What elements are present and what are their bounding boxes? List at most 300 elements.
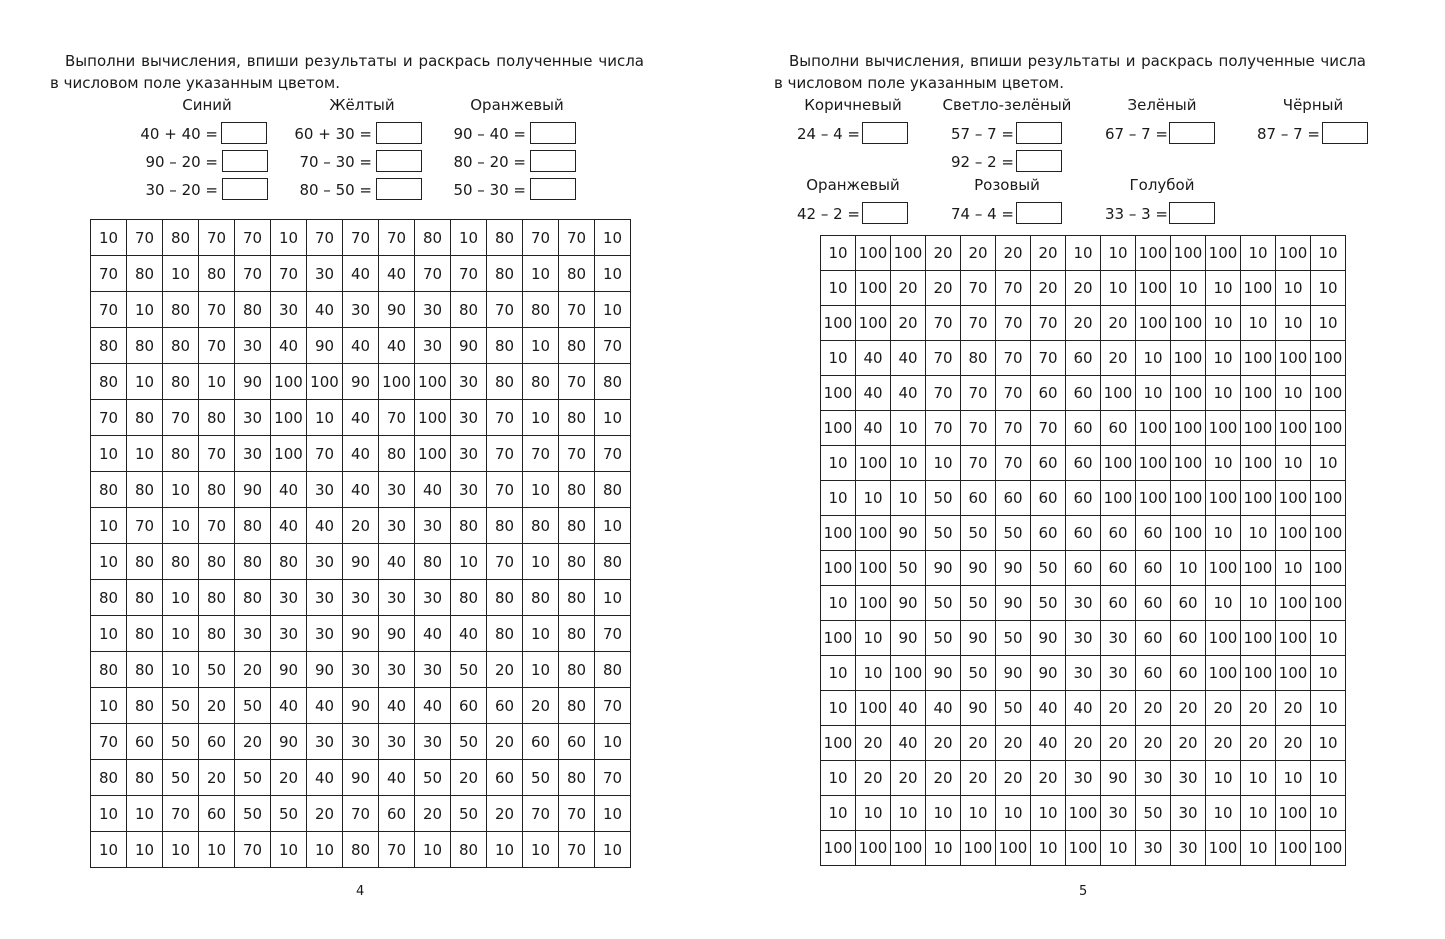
grid-cell[interactable]: 10 — [1276, 446, 1311, 481]
grid-cell[interactable]: 20 — [1101, 306, 1136, 341]
grid-cell[interactable]: 90 — [235, 472, 271, 508]
grid-cell[interactable]: 60 — [1171, 621, 1206, 656]
grid-cell[interactable]: 10 — [1311, 621, 1346, 656]
grid-cell[interactable]: 10 — [856, 481, 891, 516]
grid-cell[interactable]: 40 — [891, 376, 926, 411]
grid-cell[interactable]: 80 — [127, 256, 163, 292]
grid-cell[interactable]: 100 — [1276, 586, 1311, 621]
grid-cell[interactable]: 50 — [996, 691, 1031, 726]
grid-cell[interactable]: 80 — [487, 328, 523, 364]
grid-cell[interactable]: 100 — [1311, 411, 1346, 446]
grid-cell[interactable]: 50 — [996, 621, 1031, 656]
grid-cell[interactable]: 10 — [91, 544, 127, 580]
grid-cell[interactable]: 70 — [199, 328, 235, 364]
grid-cell[interactable]: 100 — [1276, 621, 1311, 656]
grid-cell[interactable]: 60 — [1136, 551, 1171, 586]
grid-cell[interactable]: 80 — [343, 832, 379, 868]
grid-cell[interactable]: 80 — [415, 544, 451, 580]
grid-cell[interactable]: 100 — [1136, 236, 1171, 271]
grid-cell[interactable]: 20 — [1066, 726, 1101, 761]
grid-cell[interactable]: 60 — [127, 724, 163, 760]
grid-cell[interactable]: 60 — [1101, 551, 1136, 586]
grid-cell[interactable]: 90 — [307, 328, 343, 364]
grid-cell[interactable]: 20 — [1241, 691, 1276, 726]
grid-cell[interactable]: 60 — [1171, 656, 1206, 691]
grid-cell[interactable]: 30 — [343, 652, 379, 688]
grid-cell[interactable]: 100 — [1101, 446, 1136, 481]
grid-cell[interactable]: 50 — [235, 796, 271, 832]
grid-cell[interactable]: 70 — [595, 688, 631, 724]
grid-cell[interactable]: 40 — [271, 328, 307, 364]
grid-cell[interactable]: 40 — [343, 328, 379, 364]
grid-cell[interactable]: 30 — [451, 400, 487, 436]
grid-cell[interactable]: 70 — [91, 256, 127, 292]
grid-cell[interactable]: 70 — [343, 220, 379, 256]
grid-cell[interactable]: 10 — [1311, 726, 1346, 761]
grid-cell[interactable]: 70 — [91, 724, 127, 760]
grid-cell[interactable]: 30 — [271, 616, 307, 652]
grid-cell[interactable]: 60 — [199, 796, 235, 832]
grid-cell[interactable]: 30 — [343, 292, 379, 328]
grid-cell[interactable]: 50 — [235, 760, 271, 796]
grid-cell[interactable]: 10 — [487, 832, 523, 868]
grid-cell[interactable]: 60 — [199, 724, 235, 760]
grid-cell[interactable]: 20 — [996, 236, 1031, 271]
grid-cell[interactable]: 100 — [1241, 551, 1276, 586]
grid-cell[interactable]: 10 — [523, 256, 559, 292]
grid-cell[interactable]: 80 — [163, 328, 199, 364]
grid-cell[interactable]: 80 — [559, 472, 595, 508]
grid-cell[interactable]: 90 — [451, 328, 487, 364]
grid-cell[interactable]: 30 — [451, 364, 487, 400]
grid-cell[interactable]: 20 — [1276, 726, 1311, 761]
grid-cell[interactable]: 10 — [1171, 551, 1206, 586]
grid-cell[interactable]: 60 — [523, 724, 559, 760]
grid-cell[interactable]: 10 — [127, 436, 163, 472]
grid-cell[interactable]: 100 — [1241, 376, 1276, 411]
grid-cell[interactable]: 10 — [961, 796, 996, 831]
grid-cell[interactable]: 80 — [127, 472, 163, 508]
grid-cell[interactable]: 10 — [1241, 586, 1276, 621]
grid-cell[interactable]: 70 — [199, 220, 235, 256]
grid-cell[interactable]: 80 — [487, 580, 523, 616]
grid-cell[interactable]: 40 — [379, 688, 415, 724]
grid-cell[interactable]: 20 — [1136, 726, 1171, 761]
grid-cell[interactable]: 70 — [127, 220, 163, 256]
answer-box[interactable] — [1322, 122, 1368, 144]
grid-cell[interactable]: 100 — [821, 551, 856, 586]
grid-cell[interactable]: 60 — [1066, 481, 1101, 516]
grid-cell[interactable]: 100 — [1311, 341, 1346, 376]
grid-cell[interactable]: 70 — [961, 446, 996, 481]
grid-cell[interactable]: 10 — [163, 472, 199, 508]
grid-cell[interactable]: 30 — [415, 580, 451, 616]
grid-cell[interactable]: 50 — [891, 551, 926, 586]
grid-cell[interactable]: 20 — [1066, 271, 1101, 306]
grid-cell[interactable]: 10 — [451, 544, 487, 580]
grid-cell[interactable]: 50 — [199, 652, 235, 688]
grid-cell[interactable]: 60 — [1066, 376, 1101, 411]
grid-cell[interactable]: 30 — [343, 580, 379, 616]
grid-cell[interactable]: 100 — [1241, 481, 1276, 516]
grid-cell[interactable]: 70 — [343, 796, 379, 832]
grid-cell[interactable]: 100 — [1206, 621, 1241, 656]
grid-cell[interactable]: 70 — [1031, 306, 1066, 341]
grid-cell[interactable]: 100 — [1276, 411, 1311, 446]
grid-cell[interactable]: 10 — [856, 621, 891, 656]
grid-cell[interactable]: 10 — [1031, 796, 1066, 831]
grid-cell[interactable]: 90 — [235, 364, 271, 400]
grid-cell[interactable]: 10 — [595, 508, 631, 544]
grid-cell[interactable]: 40 — [1031, 691, 1066, 726]
grid-cell[interactable]: 70 — [307, 220, 343, 256]
grid-cell[interactable]: 60 — [559, 724, 595, 760]
grid-cell[interactable]: 20 — [1031, 271, 1066, 306]
grid-cell[interactable]: 30 — [379, 652, 415, 688]
grid-cell[interactable]: 100 — [415, 400, 451, 436]
grid-cell[interactable]: 70 — [559, 796, 595, 832]
grid-cell[interactable]: 70 — [996, 376, 1031, 411]
grid-cell[interactable]: 10 — [1206, 446, 1241, 481]
grid-cell[interactable]: 20 — [926, 236, 961, 271]
grid-cell[interactable]: 100 — [1101, 481, 1136, 516]
answer-box[interactable] — [222, 150, 268, 172]
grid-cell[interactable]: 30 — [379, 472, 415, 508]
grid-cell[interactable]: 20 — [961, 761, 996, 796]
grid-cell[interactable]: 30 — [235, 616, 271, 652]
grid-cell[interactable]: 10 — [163, 580, 199, 616]
grid-cell[interactable]: 70 — [199, 436, 235, 472]
grid-cell[interactable]: 80 — [91, 652, 127, 688]
grid-cell[interactable]: 40 — [415, 472, 451, 508]
grid-cell[interactable]: 80 — [559, 544, 595, 580]
grid-cell[interactable]: 100 — [891, 236, 926, 271]
grid-cell[interactable]: 100 — [1066, 796, 1101, 831]
grid-cell[interactable]: 90 — [343, 688, 379, 724]
grid-cell[interactable]: 100 — [1136, 306, 1171, 341]
grid-cell[interactable]: 80 — [559, 400, 595, 436]
grid-cell[interactable]: 80 — [487, 616, 523, 652]
grid-cell[interactable]: 10 — [595, 220, 631, 256]
grid-cell[interactable]: 20 — [1206, 691, 1241, 726]
grid-cell[interactable]: 100 — [856, 586, 891, 621]
grid-cell[interactable]: 80 — [199, 616, 235, 652]
grid-cell[interactable]: 10 — [926, 796, 961, 831]
grid-cell[interactable]: 80 — [379, 436, 415, 472]
grid-cell[interactable]: 100 — [1136, 271, 1171, 306]
grid-cell[interactable]: 60 — [1101, 411, 1136, 446]
grid-cell[interactable]: 10 — [523, 400, 559, 436]
grid-cell[interactable]: 30 — [1066, 586, 1101, 621]
grid-cell[interactable]: 40 — [451, 616, 487, 652]
grid-cell[interactable]: 60 — [1101, 516, 1136, 551]
grid-cell[interactable]: 50 — [451, 652, 487, 688]
grid-cell[interactable]: 60 — [1066, 411, 1101, 446]
grid-cell[interactable]: 60 — [1066, 516, 1101, 551]
grid-cell[interactable]: 70 — [523, 220, 559, 256]
grid-cell[interactable]: 80 — [127, 544, 163, 580]
grid-cell[interactable]: 40 — [891, 726, 926, 761]
grid-cell[interactable]: 10 — [1276, 376, 1311, 411]
grid-cell[interactable]: 10 — [1241, 306, 1276, 341]
grid-cell[interactable]: 10 — [163, 652, 199, 688]
grid-cell[interactable]: 80 — [235, 292, 271, 328]
grid-cell[interactable]: 10 — [1241, 831, 1276, 866]
grid-cell[interactable]: 50 — [1031, 586, 1066, 621]
grid-cell[interactable]: 10 — [1276, 761, 1311, 796]
grid-cell[interactable]: 70 — [379, 400, 415, 436]
grid-cell[interactable]: 40 — [379, 544, 415, 580]
grid-cell[interactable]: 10 — [1101, 271, 1136, 306]
grid-cell[interactable]: 30 — [307, 544, 343, 580]
grid-cell[interactable]: 90 — [343, 544, 379, 580]
grid-cell[interactable]: 70 — [127, 508, 163, 544]
grid-cell[interactable]: 40 — [343, 436, 379, 472]
grid-cell[interactable]: 90 — [891, 516, 926, 551]
grid-cell[interactable]: 70 — [1031, 341, 1066, 376]
grid-cell[interactable]: 80 — [523, 508, 559, 544]
grid-cell[interactable]: 10 — [1206, 271, 1241, 306]
grid-cell[interactable]: 30 — [1136, 831, 1171, 866]
grid-cell[interactable]: 10 — [1276, 306, 1311, 341]
grid-cell[interactable]: 50 — [996, 516, 1031, 551]
grid-cell[interactable]: 40 — [271, 688, 307, 724]
grid-cell[interactable]: 10 — [91, 508, 127, 544]
grid-cell[interactable]: 40 — [343, 256, 379, 292]
grid-cell[interactable]: 80 — [235, 508, 271, 544]
grid-cell[interactable]: 100 — [271, 436, 307, 472]
grid-cell[interactable]: 40 — [926, 691, 961, 726]
grid-cell[interactable]: 30 — [1171, 831, 1206, 866]
grid-cell[interactable]: 90 — [343, 616, 379, 652]
grid-cell[interactable]: 50 — [523, 760, 559, 796]
grid-cell[interactable]: 10 — [127, 364, 163, 400]
grid-cell[interactable]: 80 — [127, 400, 163, 436]
grid-cell[interactable]: 10 — [1311, 796, 1346, 831]
grid-cell[interactable]: 10 — [1311, 691, 1346, 726]
grid-cell[interactable]: 10 — [163, 832, 199, 868]
grid-cell[interactable]: 20 — [307, 796, 343, 832]
grid-cell[interactable]: 100 — [856, 236, 891, 271]
grid-cell[interactable]: 20 — [415, 796, 451, 832]
answer-box[interactable] — [376, 178, 422, 200]
grid-cell[interactable]: 100 — [1136, 446, 1171, 481]
grid-cell[interactable]: 50 — [961, 656, 996, 691]
grid-cell[interactable]: 20 — [1101, 341, 1136, 376]
grid-cell[interactable]: 10 — [91, 796, 127, 832]
grid-cell[interactable]: 70 — [487, 544, 523, 580]
grid-cell[interactable]: 90 — [961, 621, 996, 656]
grid-cell[interactable]: 100 — [1206, 831, 1241, 866]
grid-cell[interactable]: 100 — [821, 306, 856, 341]
grid-cell[interactable]: 20 — [961, 726, 996, 761]
grid-cell[interactable]: 90 — [343, 364, 379, 400]
grid-cell[interactable]: 10 — [1276, 271, 1311, 306]
grid-cell[interactable]: 30 — [1101, 796, 1136, 831]
grid-cell[interactable]: 70 — [487, 400, 523, 436]
grid-cell[interactable]: 10 — [163, 508, 199, 544]
grid-cell[interactable]: 50 — [163, 688, 199, 724]
answer-box[interactable] — [1169, 202, 1215, 224]
grid-cell[interactable]: 70 — [235, 832, 271, 868]
grid-cell[interactable]: 50 — [271, 796, 307, 832]
grid-cell[interactable]: 10 — [926, 831, 961, 866]
grid-cell[interactable]: 100 — [415, 436, 451, 472]
grid-cell[interactable]: 80 — [487, 220, 523, 256]
grid-cell[interactable]: 70 — [595, 760, 631, 796]
grid-cell[interactable]: 90 — [271, 652, 307, 688]
grid-cell[interactable]: 20 — [961, 236, 996, 271]
grid-cell[interactable]: 10 — [1311, 271, 1346, 306]
grid-cell[interactable]: 20 — [891, 761, 926, 796]
grid-cell[interactable]: 10 — [891, 481, 926, 516]
grid-cell[interactable]: 70 — [559, 364, 595, 400]
grid-cell[interactable]: 70 — [523, 436, 559, 472]
grid-cell[interactable]: 50 — [926, 586, 961, 621]
grid-cell[interactable]: 40 — [1031, 726, 1066, 761]
grid-cell[interactable]: 100 — [1311, 516, 1346, 551]
grid-cell[interactable]: 50 — [163, 760, 199, 796]
grid-cell[interactable]: 30 — [1136, 761, 1171, 796]
grid-cell[interactable]: 60 — [996, 481, 1031, 516]
grid-cell[interactable]: 20 — [926, 726, 961, 761]
grid-cell[interactable]: 60 — [1031, 376, 1066, 411]
grid-cell[interactable]: 100 — [821, 621, 856, 656]
grid-cell[interactable]: 30 — [415, 652, 451, 688]
grid-cell[interactable]: 80 — [199, 400, 235, 436]
grid-cell[interactable]: 30 — [271, 580, 307, 616]
grid-cell[interactable]: 70 — [379, 832, 415, 868]
grid-cell[interactable]: 100 — [307, 364, 343, 400]
grid-cell[interactable]: 90 — [996, 551, 1031, 586]
grid-cell[interactable]: 100 — [891, 656, 926, 691]
grid-cell[interactable]: 20 — [199, 760, 235, 796]
grid-cell[interactable]: 20 — [996, 761, 1031, 796]
grid-cell[interactable]: 50 — [1136, 796, 1171, 831]
grid-cell[interactable]: 10 — [1136, 341, 1171, 376]
answer-box[interactable] — [222, 178, 268, 200]
grid-cell[interactable]: 60 — [379, 796, 415, 832]
grid-cell[interactable]: 10 — [595, 400, 631, 436]
grid-cell[interactable]: 20 — [1101, 726, 1136, 761]
grid-cell[interactable]: 100 — [1276, 831, 1311, 866]
grid-cell[interactable]: 100 — [271, 364, 307, 400]
grid-cell[interactable]: 30 — [235, 328, 271, 364]
grid-cell[interactable]: 100 — [1311, 376, 1346, 411]
grid-cell[interactable]: 40 — [307, 760, 343, 796]
grid-cell[interactable]: 10 — [821, 236, 856, 271]
grid-cell[interactable]: 10 — [1311, 306, 1346, 341]
grid-cell[interactable]: 90 — [307, 652, 343, 688]
grid-cell[interactable]: 80 — [559, 508, 595, 544]
grid-cell[interactable]: 10 — [821, 341, 856, 376]
grid-cell[interactable]: 100 — [271, 400, 307, 436]
grid-cell[interactable]: 70 — [487, 292, 523, 328]
grid-cell[interactable]: 70 — [595, 436, 631, 472]
grid-cell[interactable]: 10 — [523, 652, 559, 688]
grid-cell[interactable]: 30 — [307, 256, 343, 292]
grid-cell[interactable]: 10 — [271, 832, 307, 868]
grid-cell[interactable]: 20 — [1276, 691, 1311, 726]
grid-cell[interactable]: 90 — [1101, 761, 1136, 796]
grid-cell[interactable]: 30 — [415, 724, 451, 760]
grid-cell[interactable]: 50 — [926, 516, 961, 551]
grid-cell[interactable]: 40 — [415, 616, 451, 652]
grid-cell[interactable]: 70 — [595, 616, 631, 652]
grid-cell[interactable]: 10 — [821, 271, 856, 306]
grid-cell[interactable]: 90 — [996, 656, 1031, 691]
grid-cell[interactable]: 70 — [271, 256, 307, 292]
grid-cell[interactable]: 60 — [1031, 516, 1066, 551]
grid-cell[interactable]: 70 — [199, 292, 235, 328]
grid-cell[interactable]: 70 — [523, 796, 559, 832]
grid-cell[interactable]: 60 — [487, 760, 523, 796]
grid-cell[interactable]: 30 — [1171, 761, 1206, 796]
grid-cell[interactable]: 10 — [996, 796, 1031, 831]
grid-cell[interactable]: 100 — [1241, 656, 1276, 691]
grid-cell[interactable]: 80 — [559, 256, 595, 292]
grid-cell[interactable]: 20 — [235, 724, 271, 760]
grid-cell[interactable]: 10 — [1311, 656, 1346, 691]
grid-cell[interactable]: 80 — [91, 328, 127, 364]
grid-cell[interactable]: 40 — [415, 688, 451, 724]
grid-cell[interactable]: 10 — [1276, 551, 1311, 586]
grid-cell[interactable]: 10 — [821, 796, 856, 831]
grid-cell[interactable]: 80 — [451, 292, 487, 328]
grid-cell[interactable]: 30 — [415, 328, 451, 364]
grid-cell[interactable]: 100 — [856, 306, 891, 341]
grid-cell[interactable]: 80 — [559, 652, 595, 688]
grid-cell[interactable]: 100 — [821, 726, 856, 761]
grid-cell[interactable]: 30 — [307, 580, 343, 616]
grid-cell[interactable]: 80 — [199, 472, 235, 508]
grid-cell[interactable]: 60 — [1031, 446, 1066, 481]
grid-cell[interactable]: 10 — [595, 724, 631, 760]
grid-cell[interactable]: 10 — [1241, 236, 1276, 271]
grid-cell[interactable]: 70 — [559, 292, 595, 328]
grid-cell[interactable]: 100 — [1066, 831, 1101, 866]
grid-cell[interactable]: 60 — [1031, 481, 1066, 516]
grid-cell[interactable]: 80 — [415, 220, 451, 256]
grid-cell[interactable]: 60 — [1136, 656, 1171, 691]
grid-cell[interactable]: 100 — [891, 831, 926, 866]
grid-cell[interactable]: 60 — [961, 481, 996, 516]
grid-cell[interactable]: 10 — [1311, 761, 1346, 796]
grid-cell[interactable]: 20 — [1066, 306, 1101, 341]
grid-cell[interactable]: 10 — [91, 616, 127, 652]
grid-cell[interactable]: 70 — [996, 271, 1031, 306]
grid-cell[interactable]: 10 — [1206, 761, 1241, 796]
grid-cell[interactable]: 30 — [451, 472, 487, 508]
grid-cell[interactable]: 40 — [271, 472, 307, 508]
grid-cell[interactable]: 70 — [91, 400, 127, 436]
grid-cell[interactable]: 70 — [451, 256, 487, 292]
grid-cell[interactable]: 100 — [1171, 236, 1206, 271]
grid-cell[interactable]: 100 — [1171, 376, 1206, 411]
grid-cell[interactable]: 80 — [163, 292, 199, 328]
grid-cell[interactable]: 20 — [1031, 236, 1066, 271]
grid-cell[interactable]: 100 — [1276, 656, 1311, 691]
grid-cell[interactable]: 80 — [127, 328, 163, 364]
grid-cell[interactable]: 40 — [856, 341, 891, 376]
answer-box[interactable] — [1016, 150, 1062, 172]
grid-cell[interactable]: 30 — [415, 508, 451, 544]
grid-cell[interactable]: 60 — [1136, 586, 1171, 621]
grid-cell[interactable]: 70 — [926, 411, 961, 446]
grid-cell[interactable]: 30 — [307, 616, 343, 652]
grid-cell[interactable]: 80 — [559, 688, 595, 724]
grid-cell[interactable]: 60 — [1066, 446, 1101, 481]
